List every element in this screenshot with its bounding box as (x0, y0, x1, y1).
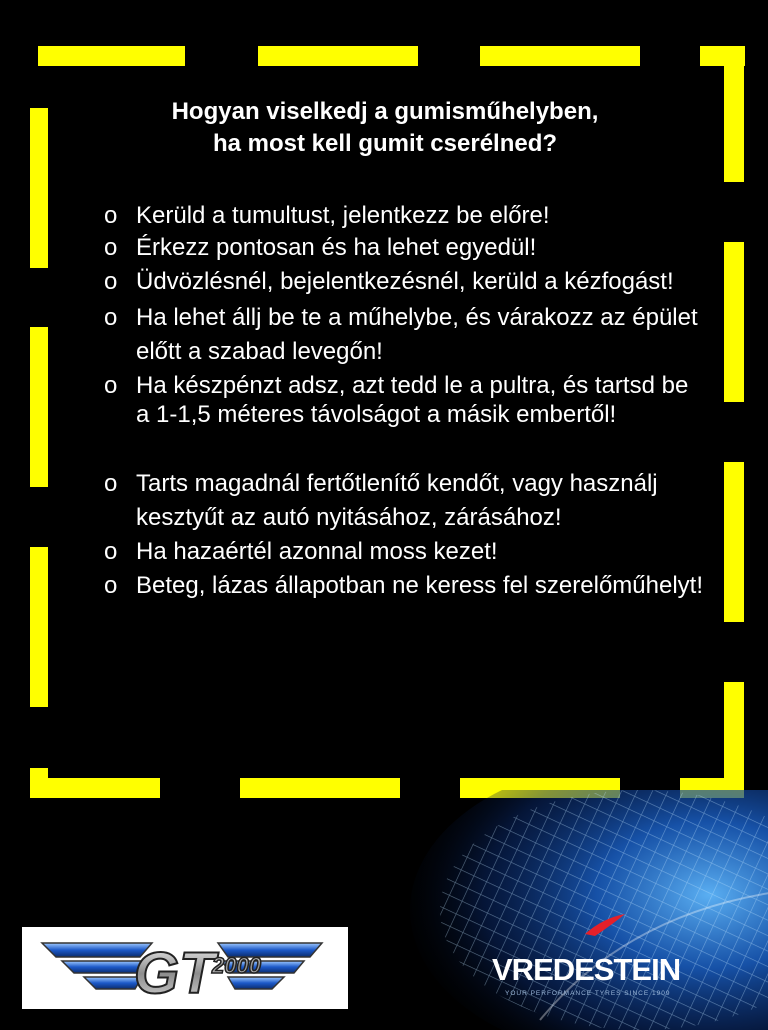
gt2000-logo (22, 927, 348, 1009)
title-line-2: ha most kell gumit cserélned? (212, 130, 558, 157)
gt-logo-letters: GT (134, 941, 215, 1006)
vredestein-tagline: YOUR PERFORMANCE TYRES SINCE 1909 (505, 990, 671, 997)
frame-dash (258, 46, 418, 66)
gt-logo-number: 2000 (212, 953, 261, 978)
frame-dash (724, 462, 744, 622)
page-title (80, 96, 690, 160)
title-line-1: Hogyan viselkedj a gumisműhelyben, (171, 98, 599, 125)
frame-dash (30, 778, 160, 798)
vredestein-swoosh-icon (585, 914, 625, 936)
list-item: o Beteg, lázas állapotban ne keress fel szerelőműhelyt! (104, 569, 704, 603)
list-item: o Ha készpénzt adsz, azt tedd le a pultra, és tartsd be a 1-1,5 méteres távolságot a másik embertől! (104, 371, 704, 429)
list-item: o Ha lehet állj be te a műhelybe, és várakozz az épület előtt a szabad levegőn! (104, 301, 704, 369)
vredestein-logo: VREDESTEIN (492, 952, 681, 987)
frame-dash (240, 778, 400, 798)
frame-dash (38, 46, 185, 66)
frame-dash (724, 242, 744, 402)
frame-dash (30, 547, 48, 707)
frame-dash (30, 108, 48, 268)
advice-list (104, 200, 704, 603)
frame-dash (30, 327, 48, 487)
list-item: o Ha hazaértél azonnal moss kezet! (104, 535, 704, 569)
list-item: o Tarts magadnál fertőtlenítő kendőt, vagy használj kesztyűt az autó nyitásához, zárásához! (104, 467, 704, 535)
frame-dash (724, 46, 744, 182)
list-item: o Kerüld a tumultust, jelentkezz be előre! (104, 200, 704, 232)
list-item: o Érkezz pontosan és ha lehet egyedül! (104, 232, 704, 264)
frame-dash (480, 46, 640, 66)
list-item: o Üdvözlésnél, bejelentkezésnél, kerüld a kézfogást! (104, 264, 704, 299)
